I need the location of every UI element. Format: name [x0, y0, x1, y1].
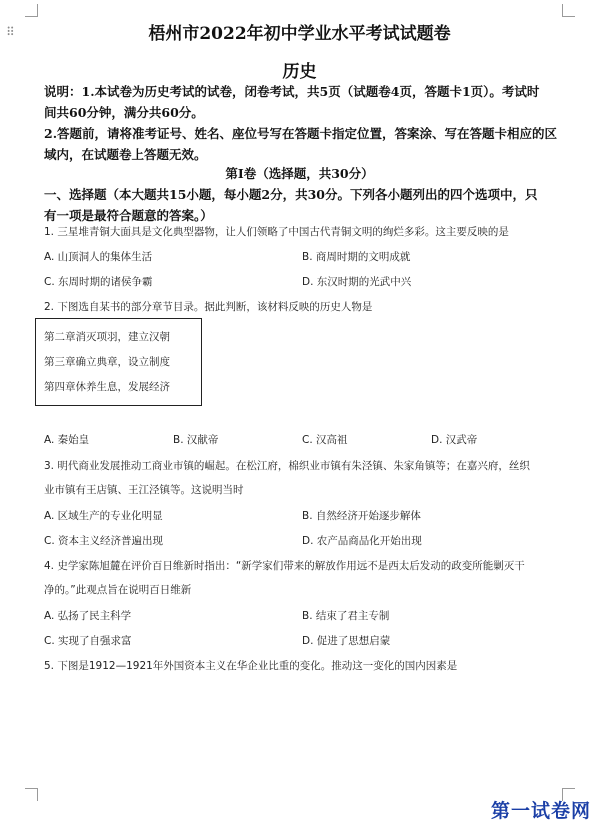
chapter-directory-box — [35, 318, 202, 406]
question-1-stem: 1. 三星堆青铜大面具是文化典型器物，让人们领略了中国古代青铜文明的绚烂多彩。这主要反映的是 — [44, 226, 509, 238]
instructions-line-2: 间共60分钟，满分共60分。 — [44, 105, 204, 120]
exam-title: 梧州市2022年初中学业水平考试试题卷 — [148, 24, 451, 44]
question-4-stem-line-2: 净的。”此观点旨在说明百日维新 — [44, 584, 192, 596]
q2-option-c: C. 汉高祖 — [302, 434, 348, 446]
question-4-stem-line-1: 4. 史学家陈旭麓在评价百日维新时指出：“新学家们带来的解放作用远不是西太后发动的政变所能剿灭干 — [44, 560, 525, 572]
q4-option-c: C. 实现了自强求富 — [44, 635, 132, 647]
crop-mark-top-right — [562, 4, 575, 17]
q3-option-a: A. 区域生产的专业化明显 — [44, 510, 163, 522]
q1-option-c: C. 东周时期的诸侯争霸 — [44, 276, 153, 288]
chapter-line-2: 第三章确立典章，设立制度 — [44, 356, 170, 368]
question-3-stem-line-2: 业市镇有王店镇、王江泾镇等。这说明当时 — [44, 484, 244, 496]
q1-option-d: D. 东汉时期的光武中兴 — [302, 276, 412, 288]
crop-mark-top-left — [25, 4, 38, 17]
q2-option-b: B. 汉献帝 — [173, 434, 219, 446]
q1-option-b: B. 商周时期的文明成就 — [302, 251, 411, 263]
crop-mark-bottom-left — [25, 788, 38, 801]
question-2-stem: 2. 下图选自某书的部分章节目录。据此判断，该材料反映的历史人物是 — [44, 301, 373, 313]
q4-option-b: B. 结束了君主专制 — [302, 610, 390, 622]
q3-option-c: C. 资本主义经济普遍出现 — [44, 535, 164, 547]
chapter-line-1: 第二章消灭项羽，建立汉朝 — [44, 331, 170, 343]
instructions-line-3: 2.答题前，请将准考证号、姓名、座位号写在答题卡指定位置，答案涂、写在答题卡相应的区 — [44, 126, 558, 141]
q3-option-b: B. 自然经济开始逐步解体 — [302, 510, 421, 522]
section-heading-line-2: 有一项是最符合题意的答案。） — [44, 208, 213, 223]
site-watermark: 第一试卷网 — [490, 800, 591, 822]
instructions-line-4: 域内，在试题卷上答题无效。 — [44, 147, 207, 162]
question-5-stem: 5. 下图是1912—1921年外国资本主义在华企业比重的变化。推动这一变化的国内因素是 — [44, 660, 458, 672]
section-heading-line-1: 一、选择题（本大题共15小题，每小题2分，共30分。下列各小题列出的四个选项中，只 — [44, 187, 538, 202]
q2-option-d: D. 汉武帝 — [431, 434, 478, 446]
chapter-line-3: 第四章休养生息，发展经济 — [44, 381, 170, 393]
q4-option-a: A. 弘扬了民主科学 — [44, 610, 132, 622]
q4-option-d: D. 促进了思想启蒙 — [302, 635, 391, 647]
question-3-stem-line-1: 3. 明代商业发展推动工商业市镇的崛起。在松江府，棉织业市镇有朱泾镇、朱家角镇等；在嘉兴府，丝织 — [44, 460, 530, 472]
instructions-line-1: 说明：1.本试卷为历史考试的试卷，闭卷考试，共5页（试题卷4页，答题卡1页）。考试时 — [44, 84, 540, 99]
q1-option-a: A. 山顶洞人的集体生活 — [44, 251, 153, 263]
drag-handle-icon[interactable]: ⠿ — [6, 25, 13, 39]
section-title: 第Ⅰ卷（选择题，共30分） — [225, 166, 374, 181]
q3-option-d: D. 农产品商品化开始出现 — [302, 535, 422, 547]
subject-title: 历史 — [282, 62, 317, 82]
q2-option-a: A. 秦始皇 — [44, 434, 90, 446]
